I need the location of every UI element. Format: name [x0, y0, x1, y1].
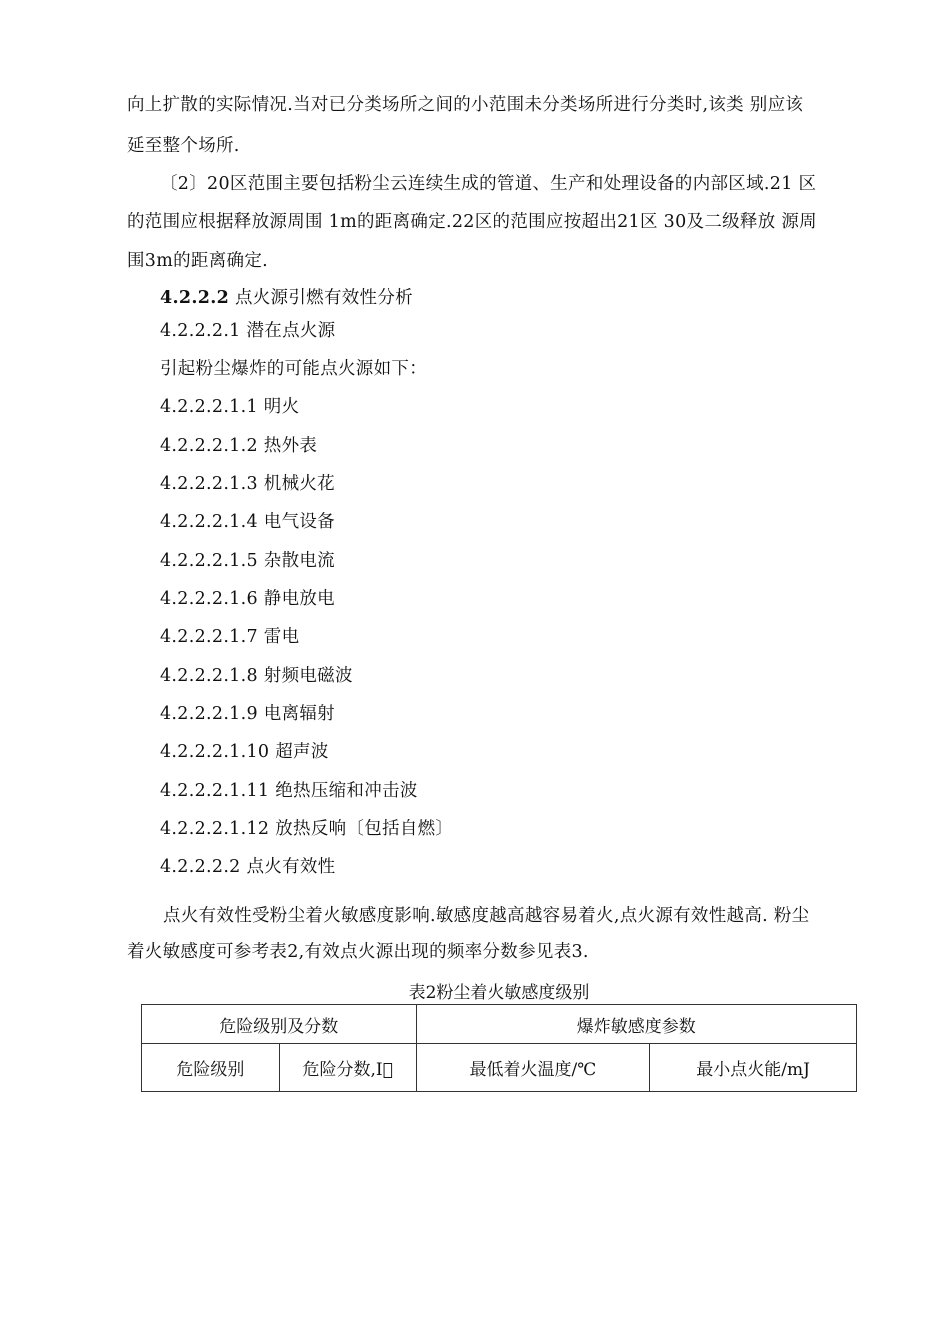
paragraph-1-line-1: 向上扩散的实际情况.当对已分类场所之间的小范围未分类场所进行分类时,该类 别应该: [127, 95, 804, 115]
table-header-row: [142, 1005, 857, 1044]
table-col-min-ignition-temp: 最低着火温度/℃: [416, 1044, 650, 1092]
list-item: 4.2.2.2.1.2 热外表: [160, 436, 318, 456]
table-col-hazard-level: 危险级别: [142, 1044, 280, 1092]
table-group-header-right: 爆炸敏感度参数: [416, 1005, 856, 1044]
list-item: 4.2.2.2.1.5 杂散电流: [160, 551, 335, 571]
paragraph-2-line-3: 围3m的距离确定.: [127, 251, 268, 271]
list-item: 4.2.2.2.1.10 超声波: [160, 742, 329, 762]
section-heading-text: 点火源引燃有效性分析: [229, 288, 413, 308]
paragraph-3-line-2: 着火敏感度可参考表2,有效点火源出现的频率分数参见表3.: [127, 942, 589, 962]
section-heading-number: 4.2.2.2: [160, 288, 230, 308]
list-item: 4.2.2.2.1.6 静电放电: [160, 589, 335, 609]
table-subheader-row: [142, 1044, 857, 1092]
list-item: 4.2.2.2.1.4 电气设备: [160, 512, 335, 532]
list-item: 4.2.2.2.1.8 射频电磁波: [160, 666, 353, 686]
sensitivity-table: [141, 1004, 857, 1092]
subsection-heading-1: 4.2.2.2.1 潜在点火源: [160, 321, 336, 341]
list-item: 4.2.2.2.1.12 放热反响〔包括自燃〕: [160, 819, 454, 839]
table-col-min-ignition-energy: 最小点火能/mJ: [650, 1044, 857, 1092]
subsection-heading-2: 4.2.2.2.2 点火有效性: [160, 857, 336, 877]
paragraph-1-line-2: 延至整个场所.: [127, 136, 240, 156]
paragraph-3-line-1: 点火有效性受粉尘着火敏感度影响.敏感度越高越容易着火,点火源有效性越高. 粉尘: [163, 906, 810, 926]
list-item: 4.2.2.2.1.11 绝热压缩和冲击波: [160, 781, 418, 801]
intro-line: 引起粉尘爆炸的可能点火源如下：: [160, 359, 427, 379]
list-item: 4.2.2.2.1.7 雷电: [160, 627, 300, 647]
table-caption: 表2粉尘着火敏感度级别: [408, 983, 590, 1003]
list-item: 4.2.2.2.1.9 电离辐射: [160, 704, 335, 724]
paragraph-2-line-1: 〔2〕20区范围主要包括粉尘云连续生成的管道、生产和处理设备的内部区域.21 区: [160, 174, 817, 194]
section-heading: [160, 286, 413, 310]
list-item: 4.2.2.2.1.3 机械火花: [160, 474, 335, 494]
paragraph-2-line-2: 的范围应根据释放源周围 1m的距离确定.22区的范围应按超出21区 30及二级释放 源周: [127, 212, 817, 232]
table-col-hazard-score: 危险分数,I⃞: [279, 1044, 416, 1092]
list-item: 4.2.2.2.1.1 明火: [160, 397, 300, 417]
table-group-header-left: 危险级别及分数: [142, 1005, 417, 1044]
